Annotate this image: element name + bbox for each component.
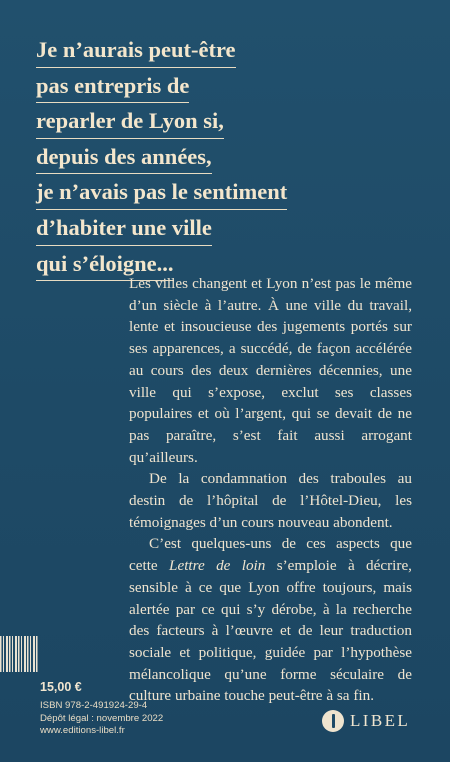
pull-quote-line: je n’avais pas le sentiment [36,176,287,210]
price: 15,00 € [40,680,82,694]
pull-quote-line: d’habiter une ville [36,212,212,246]
blurb-paragraph-3 [129,533,412,707]
pull-quote-line: reparler de Lyon si, [36,105,224,139]
barcode-icon [0,636,38,672]
pull-quote-line: depuis des années, [36,141,212,175]
book-title: Lettre de loin [169,557,266,575]
pull-quote-line: pas entrepris de [36,70,189,104]
publisher-logo [322,710,410,732]
pull-quote-line: qui s’éloigne... [36,248,174,282]
blurb-paragraph-1: Les villes changent et Lyon n’est pas le même d’un siècle à l’autre. À une ville du travail, lente et insoucieuse des jugements portés sur ses apparences, a succédé, de façon accélérée au cours des deux dernières décennies, une ville qui s’expose, exclut ses classes populaires et où l’argent, qui se devait de ne pas paraître, s’est fait aussi arrogant qu’ailleurs. [129,275,412,466]
publication-info [40,700,163,738]
publisher-name: LIBEL [350,711,411,730]
libel-logo-icon [322,710,344,732]
blurb [129,273,412,707]
isbn: ISBN 978-2-491924-29-4 [40,700,148,711]
pull-quote [36,34,416,283]
blurb-paragraph-2: De la condamnation des traboules au destin de l’hôpital de l’Hôtel-Dieu, les témoignages d’un cours nouveau abondent. [129,470,412,531]
blurb-text: C’est quelques-uns de ces aspects que cette [129,535,412,575]
publisher-website: www.editions-libel.fr [40,725,125,737]
pull-quote-line: Je n’aurais peut-être [36,34,236,68]
blurb-text: s’emploie à décrire, sensible à ce que Lyon offre toujours, mais alertée par ce qui s’y dérobe, à la recherche des facteurs à l’œuvre et de leur traduction sociale et politique, guidée par l’hypothèse mélancolique qu’une forme séculaire de culture urbaine touche peut-être à sa fin. [129,557,412,705]
legal-deposit: Dépôt légal : novembre 2022 [40,712,164,724]
